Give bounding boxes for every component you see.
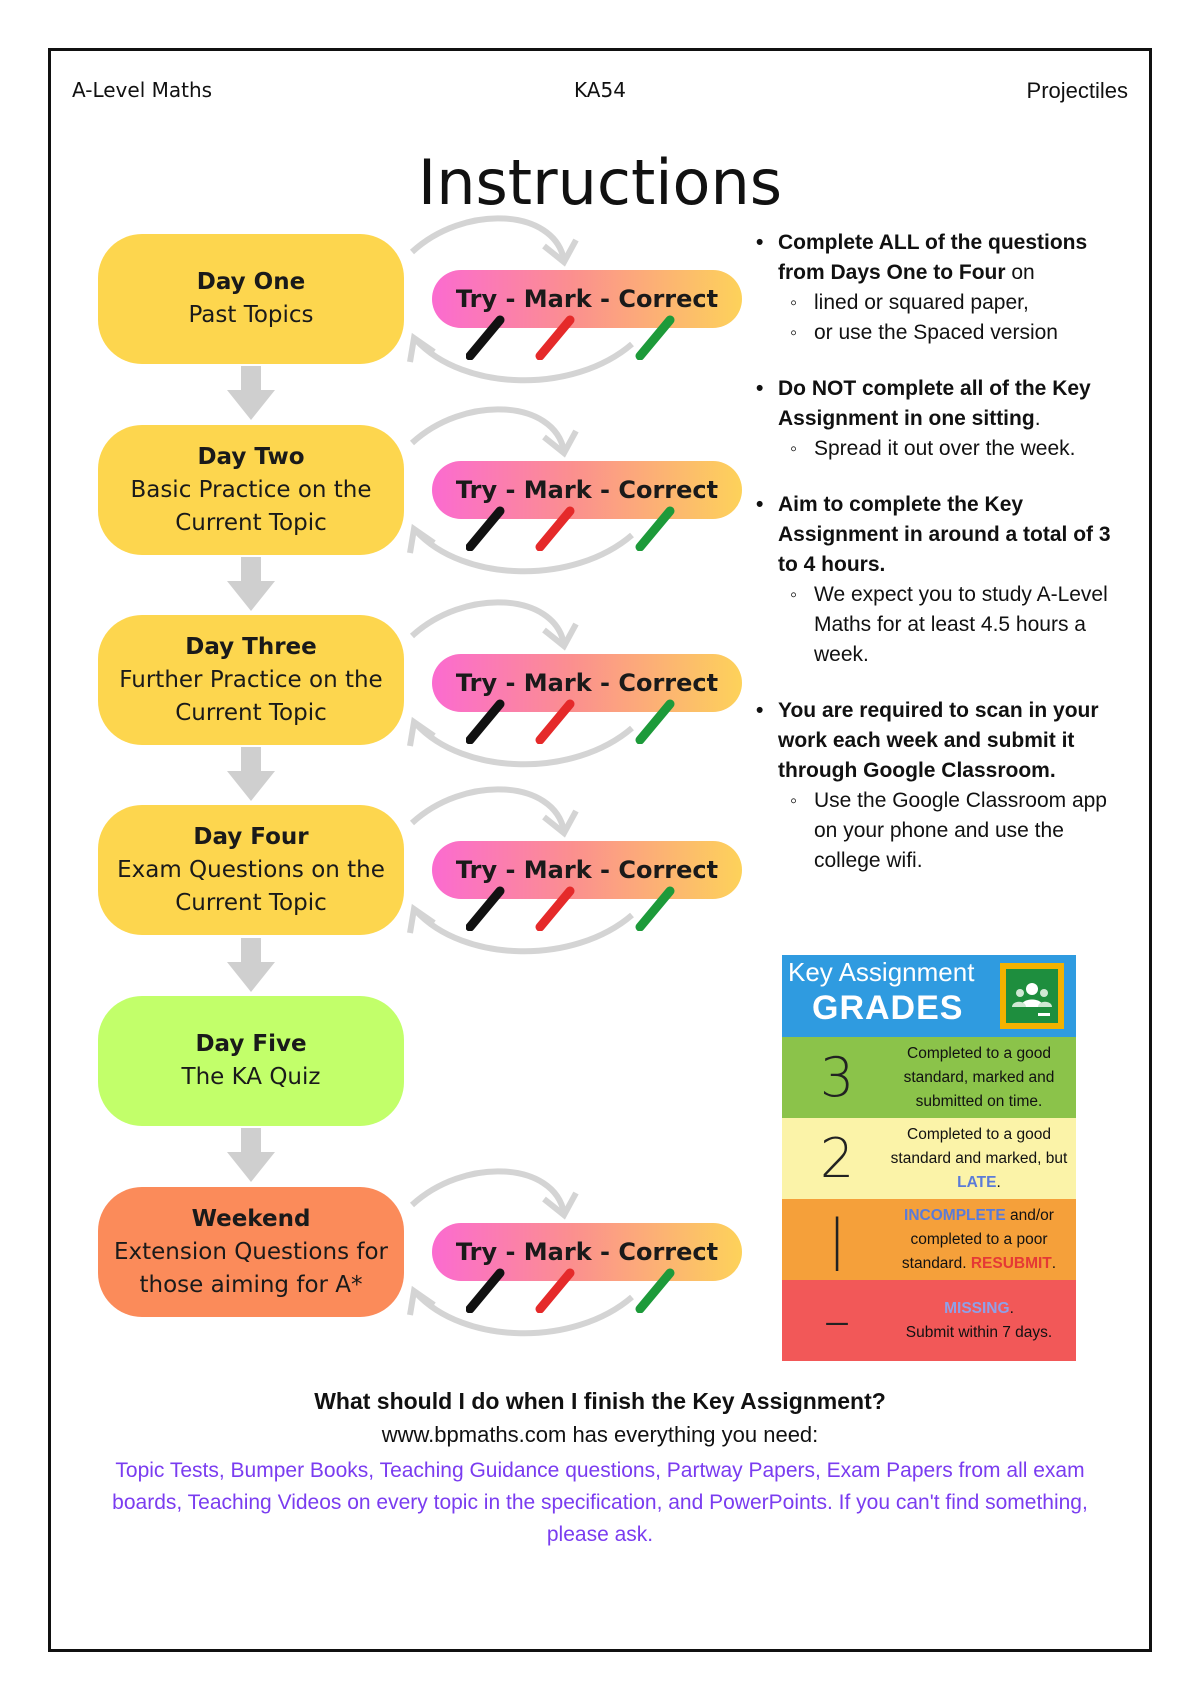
bullet-item: • You are required to scan in your work each week and submit it through Google Classroom. [752,696,1127,786]
grade-row-missing [782,1280,1076,1361]
down-arrow-icon [227,938,275,992]
try-mark-correct-pill: Try - Mark - Correct [432,461,742,519]
instruction-list [752,228,1127,876]
grade-number: 2 [819,1127,855,1190]
grades-table [782,955,1076,1361]
down-arrow-icon [227,1128,275,1182]
bullet-item: • Do NOT complete all of the Key Assignment in one sitting. [752,374,1127,434]
pens-icon [466,698,696,744]
page-title: Instructions [417,146,783,219]
day-description: Exam Questions on the Current Topic [117,856,385,916]
try-mark-correct-pill: Try - Mark - Correct [432,1223,742,1281]
day-name: Day Two [197,443,305,470]
grade-row-3 [782,1037,1076,1118]
pens-icon [466,1267,696,1313]
black-pen-icon [468,1273,500,1312]
grade-description: INCOMPLETE and/or completed to a poor standard. RESUBMIT. [901,1206,1057,1272]
red-pen-icon [538,320,570,359]
header-topic: Projectiles [1026,78,1128,103]
green-pen-icon [638,511,670,550]
pens-icon [466,314,696,360]
day-description: Extension Questions for those aiming for A* [113,1238,388,1298]
try-mark-correct-pill: Try - Mark - Correct [432,654,742,712]
sub-bullet-item: ◦ Use the Google Classroom app on your phone and use the college wifi. [752,786,1127,876]
grade-description: MISSING. Submit within 7 days. [905,1299,1053,1341]
website-line: www.bpmaths.com has everything you need: [381,1422,819,1447]
google-classroom-icon [1000,963,1064,1029]
green-pen-icon [638,320,670,359]
green-pen-icon [638,704,670,743]
sub-bullet-item: ◦ or use the Spaced version [752,318,1127,348]
grade-description: Completed to a good standard, marked and submitted on time. [903,1044,1055,1110]
grade-number: | [827,1208,847,1271]
black-pen-icon [468,320,500,359]
green-pen-icon [638,891,670,930]
grade-row-1 [782,1199,1076,1280]
day-name: Day One [196,269,306,295]
day-five-box [98,996,404,1126]
black-pen-icon [468,891,500,930]
day-description: Further Practice on the Current Topic [119,666,383,726]
red-pen-icon [538,1273,570,1312]
red-pen-icon [538,891,570,930]
grades-header [782,955,1076,1037]
header-subject: A-Level Maths [72,78,213,102]
sub-bullet-item: ◦ Spread it out over the week. [752,434,1127,464]
bullet-item: • Complete ALL of the questions from Days One to Four on [752,228,1127,288]
black-pen-icon [468,704,500,743]
day-name: Weekend [191,1205,311,1232]
try-mark-correct-pill: Try - Mark - Correct [432,270,742,328]
day-three-box [98,615,404,745]
weekend-box [98,1187,404,1317]
grade-description: Completed to a good standard and marked, but LATE. [890,1125,1068,1191]
down-arrow-icon [227,366,275,420]
day-name: Day Five [195,1031,307,1057]
grades-title-main: GRADES [812,989,964,1027]
down-arrow-icon [227,557,275,611]
day-one-box [98,234,404,364]
down-arrow-icon [227,747,275,801]
red-pen-icon [538,511,570,550]
grade-number: – [823,1289,851,1352]
pens-icon [466,505,696,551]
finish-question: What should I do when I finish the Key Assignment? [314,1388,886,1414]
grades-title-top: Key Assignment [788,957,975,987]
day-description: Basic Practice on the Current Topic [130,476,372,536]
grade-row-2 [782,1118,1076,1199]
sub-bullet-item: ◦ We expect you to study A-Level Maths for at least 4.5 hours a week. [752,580,1127,670]
resources-list: Topic Tests, Bumper Books, Teaching Guidance questions, Partway Papers, Exam Papers from all exam boards, Teaching Videos on every topic in the specification, and PowerPoints. If you can't find something, please ask. [112,1459,1088,1546]
bullet-item: • Aim to complete the Key Assignment in around a total of 3 to 4 hours. [752,490,1127,580]
green-pen-icon [638,1273,670,1312]
try-mark-correct-pill: Try - Mark - Correct [432,841,742,899]
day-two-box [98,425,404,555]
day-description: Past Topics [188,302,314,328]
day-description: The KA Quiz [181,1064,321,1090]
day-four-box [98,805,404,935]
header-code: KA54 [574,78,626,102]
day-name: Day Four [193,823,309,850]
red-pen-icon [538,704,570,743]
sub-bullet-item: ◦ lined or squared paper, [752,288,1127,318]
grade-number: 3 [819,1046,855,1109]
day-name: Day Three [185,633,317,660]
pens-icon [466,885,696,931]
black-pen-icon [468,511,500,550]
